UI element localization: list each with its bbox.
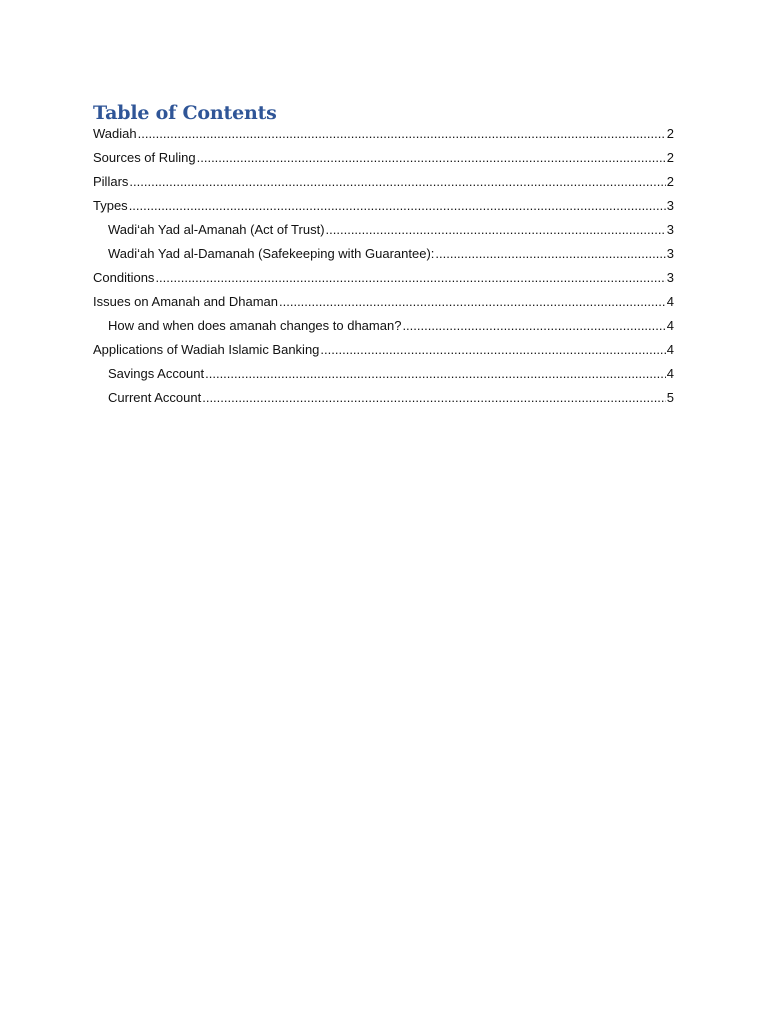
- dot-leader: [435, 246, 665, 261]
- toc-entry-page: 2: [666, 150, 674, 165]
- toc-entry-label: Wadiah: [93, 126, 137, 141]
- dot-leader: [197, 150, 666, 165]
- toc-entry-label: Applications of Wadiah Islamic Banking: [93, 342, 320, 357]
- toc-entry-savings-account[interactable]: [93, 366, 674, 390]
- toc-entry-page: 3: [666, 246, 674, 261]
- dot-leader: [205, 366, 666, 381]
- toc-entry-label: Savings Account: [108, 366, 205, 381]
- toc-entry-page: 3: [666, 222, 674, 237]
- toc-entry-yad-al-damanah[interactable]: [93, 246, 674, 270]
- toc-entry-page: 4: [666, 366, 674, 381]
- toc-title: Table of Contents: [93, 102, 277, 124]
- toc-entry-label: How and when does amanah changes to dhaman?: [108, 318, 402, 333]
- toc-entry-current-account[interactable]: [93, 390, 674, 414]
- table-of-contents: [93, 101, 674, 414]
- toc-entry-label: Sources of Ruling: [93, 150, 196, 165]
- toc-entry-page: 2: [666, 174, 674, 189]
- toc-entry-page: 3: [666, 198, 674, 213]
- toc-entry-page: 2: [666, 126, 674, 141]
- dot-leader: [155, 270, 665, 285]
- toc-entry-wadiah[interactable]: [93, 126, 674, 150]
- toc-entry-applications[interactable]: [93, 342, 674, 366]
- dot-leader: [129, 198, 666, 213]
- toc-entry-yad-al-amanah[interactable]: [93, 222, 674, 246]
- toc-entry-page: 4: [666, 318, 674, 333]
- dot-leader: [138, 126, 666, 141]
- toc-entry-label: Conditions: [93, 270, 155, 285]
- toc-entry-amanah-to-dhaman[interactable]: [93, 318, 674, 342]
- toc-list: [93, 126, 674, 414]
- toc-entry-page: 5: [666, 390, 674, 405]
- toc-entry-pillars[interactable]: [93, 174, 674, 198]
- toc-entry-label: Wadi‘ah Yad al-Damanah (Safekeeping with Guarantee):: [108, 246, 435, 261]
- toc-entry-label: Types: [93, 198, 128, 213]
- dot-leader: [402, 318, 665, 333]
- toc-entry-types[interactable]: [93, 198, 674, 222]
- toc-entry-page: 4: [666, 342, 674, 357]
- toc-entry-label: Current Account: [108, 390, 202, 405]
- dot-leader: [326, 222, 666, 237]
- toc-entry-label: Wadi‘ah Yad al-Amanah (Act of Trust): [108, 222, 325, 237]
- toc-entry-issues-amanah-dhaman[interactable]: [93, 294, 674, 318]
- toc-entry-label: Issues on Amanah and Dhaman: [93, 294, 279, 309]
- dot-leader: [279, 294, 666, 309]
- dot-leader: [320, 342, 665, 357]
- dot-leader: [129, 174, 665, 189]
- toc-entry-page: 4: [666, 294, 674, 309]
- toc-entry-sources-of-ruling[interactable]: [93, 150, 674, 174]
- toc-entry-label: Pillars: [93, 174, 129, 189]
- toc-entry-page: 3: [666, 270, 674, 285]
- toc-entry-conditions[interactable]: [93, 270, 674, 294]
- dot-leader: [202, 390, 666, 405]
